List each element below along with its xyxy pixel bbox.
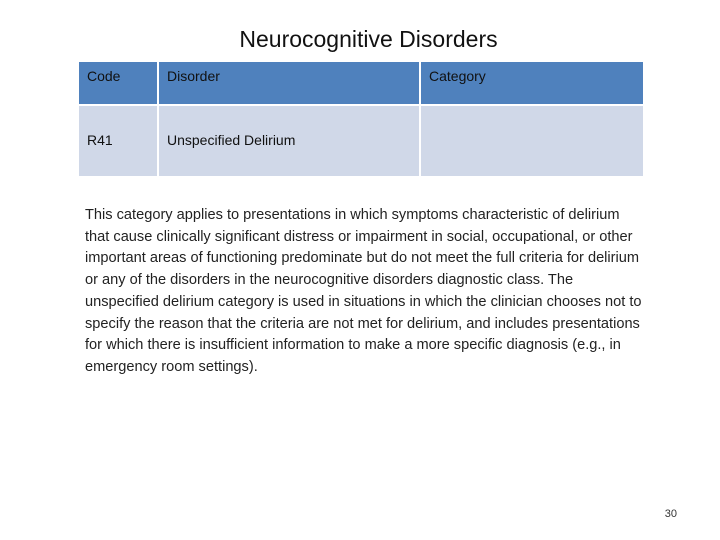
cell-code: R41 bbox=[78, 105, 158, 177]
header-category: Category bbox=[420, 61, 644, 105]
header-disorder: Disorder bbox=[158, 61, 420, 105]
table-header-row bbox=[78, 61, 644, 105]
cell-category bbox=[420, 105, 644, 177]
disorder-table bbox=[77, 60, 645, 178]
header-code: Code bbox=[78, 61, 158, 105]
page-number: 30 bbox=[664, 508, 677, 520]
slide-title: Neurocognitive Disorders bbox=[239, 26, 498, 52]
table-row bbox=[78, 105, 644, 177]
description-text: This category applies to presentations in which symptoms characteristic of delirium that cause clinically significant distress or impairment in social, occupational, or other important areas of functioning predominate but do not meet the full criteria for delirium or any of the disorders in the neurocognitive disorders diagnostic class. The unspecified delirium category is used in situations in which the clinician chooses not to specify the reason that the criteria are not met for delirium, and includes presentations for which there is insufficient information to make a more specific diagnosis (e.g., in emergency room settings). bbox=[85, 207, 642, 375]
cell-disorder: Unspecified Delirium bbox=[158, 105, 420, 177]
